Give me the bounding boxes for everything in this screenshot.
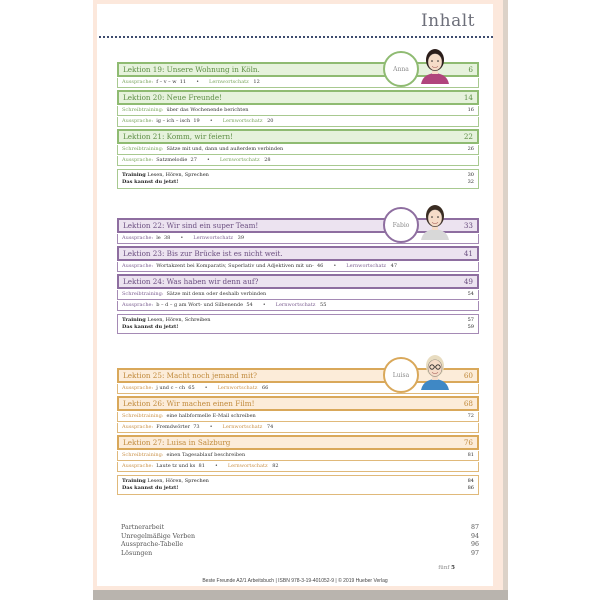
subentry-label: Aussprache: (122, 118, 154, 124)
bullet-separator: • (196, 79, 200, 85)
vocab-page: 12 (253, 79, 260, 85)
vocab-label: Lernwortschatz (222, 118, 263, 124)
bullet-separator: • (209, 424, 213, 430)
lesson-page: 14 (463, 93, 473, 102)
subentry-text: Sätze mit und, dann und außerdem verbinden (166, 146, 284, 152)
lesson-subentry[interactable] (117, 262, 479, 272)
training-page: 84 (467, 478, 474, 484)
lesson-subentry[interactable] (117, 301, 479, 311)
lesson-heading[interactable] (117, 246, 479, 261)
appendix-item[interactable]: Partnerarbeit 87 (121, 524, 479, 531)
training-label: Training (122, 317, 146, 323)
training-label: Training (122, 478, 146, 484)
subentry-page: 73 (193, 424, 200, 430)
dotted-divider (99, 36, 493, 38)
vocab-page: 28 (264, 157, 271, 163)
lesson-page: 6 (468, 65, 473, 74)
lesson-title: Lektion 24: Was haben wir denn auf? (123, 277, 259, 286)
subentry-label: Schreibtraining: (122, 413, 164, 419)
subentry-page: 54 (246, 302, 253, 308)
check-label: Das kannst du jetzt! (122, 485, 179, 491)
subentry-label: Aussprache: (122, 424, 154, 430)
subentry-text: Laute tz und ks (156, 463, 196, 469)
check-page: 32 (467, 179, 474, 185)
lesson-title: Lektion 26: Wir machen einen Film! (123, 399, 255, 408)
bullet-separator: • (209, 118, 213, 124)
bullet-separator: • (206, 157, 210, 163)
subentry-page: 19 (193, 118, 200, 124)
subentry-text: le (156, 235, 161, 241)
lesson-heading[interactable] (117, 129, 479, 144)
check-label: Das kannst du jetzt! (122, 179, 179, 185)
subentry-label: Aussprache: (122, 302, 154, 308)
vocab-label: Lernwortschatz (227, 463, 268, 469)
vocab-label: Lernwortschatz (222, 424, 263, 430)
vocab-label: Lernwortschatz (193, 235, 234, 241)
training-page: 30 (467, 172, 474, 178)
subentry-label: Schreibtraining: (122, 452, 164, 458)
lesson-heading[interactable] (117, 396, 479, 411)
lesson-title: Lektion 25: Macht noch jemand mit? (123, 371, 257, 380)
lesson-title: Lektion 19: Unsere Wohnung in Köln. (123, 65, 260, 74)
bullet-separator: • (204, 385, 208, 391)
bullet-separator: • (214, 463, 218, 469)
lesson-title: Lektion 22: Wir sind ein super Team! (123, 221, 259, 230)
subentry-text: ig – ich – isch (156, 118, 191, 124)
subentry-page: 26 (467, 146, 474, 152)
subentry-page: 81 (198, 463, 205, 469)
bullet-separator: • (333, 263, 337, 269)
subentry-label: Aussprache: (122, 463, 154, 469)
training-text: Lesen, Hören, Schreiben (147, 317, 211, 323)
training-page: 57 (467, 317, 474, 323)
training-text: Lesen, Hören, Sprechen (147, 478, 209, 484)
lesson-page: 60 (463, 371, 473, 380)
vocab-page: 82 (272, 463, 279, 469)
lesson-subentry[interactable] (117, 462, 479, 472)
subentry-page: 46 (316, 263, 324, 269)
page-content (97, 4, 493, 586)
subentry-text: b – d – g am Wort- und Silbenende (156, 302, 244, 308)
character-name: Fabio (392, 221, 410, 229)
lesson-subentry[interactable] (117, 412, 479, 422)
lesson-subentry[interactable] (117, 106, 479, 116)
vocab-label: Lernwortschatz (219, 157, 260, 163)
subentry-text: einen Tagesablauf beschreiben (166, 452, 246, 458)
lesson-subentry[interactable] (117, 451, 479, 461)
page-title: Inhalt (420, 11, 475, 31)
vocab-page: 66 (261, 385, 269, 391)
lesson-heading[interactable] (117, 274, 479, 289)
subentry-text: j und c – ch (156, 385, 186, 391)
subentry-label: Aussprache: (122, 79, 154, 85)
lesson-title: Lektion 27: Luisa in Salzburg (123, 438, 231, 447)
lesson-subentry[interactable] (117, 423, 479, 433)
training-label: Training (122, 172, 146, 178)
lesson-page: 49 (463, 277, 473, 286)
subentry-text: über das Wochenende berichten (166, 107, 249, 113)
page-shadow-right (503, 0, 508, 592)
subentry-text: eine halbformelle E-Mail schreiben (166, 413, 256, 419)
training-text: Lesen, Hören, Sprechen (147, 172, 209, 178)
subentry-text: Satzmelodie (156, 157, 188, 163)
subentry-text: Fremdwörter (156, 424, 191, 430)
lesson-heading[interactable] (117, 435, 479, 450)
lesson-page: 68 (463, 399, 473, 408)
check-page: 59 (467, 324, 474, 330)
appendix-item[interactable]: Aussprache-Tabelle 96 (121, 541, 479, 548)
character-portrait-icon (415, 350, 455, 394)
training-box[interactable] (117, 169, 479, 189)
lesson-title: Lektion 21: Komm, wir feiern! (123, 132, 233, 141)
lesson-subentry[interactable] (117, 156, 479, 166)
subentry-label: Aussprache: (122, 157, 154, 163)
vocab-page: 55 (320, 302, 327, 308)
subentry-page: 65 (188, 385, 195, 391)
vocab-page: 20 (267, 118, 274, 124)
subentry-page: 72 (467, 413, 474, 419)
appendix-list (121, 524, 479, 558)
lesson-page: 41 (463, 249, 473, 258)
page-shadow-bottom (93, 590, 508, 600)
vocab-page: 74 (266, 424, 274, 430)
check-page: 86 (467, 485, 474, 491)
lesson-page: 33 (463, 221, 473, 230)
subentry-page: 11 (179, 79, 187, 85)
lesson-heading[interactable] (117, 90, 479, 105)
subentry-label: Aussprache: (122, 385, 154, 391)
vocab-label: Lernwortschatz (217, 385, 258, 391)
character-portrait-icon (415, 200, 455, 244)
vocab-label: Lernwortschatz (346, 263, 387, 269)
bullet-separator: • (262, 302, 266, 308)
character-portrait-icon (415, 44, 455, 88)
appendix-item[interactable]: Lösungen 97 (121, 549, 479, 557)
subentry-page: 54 (467, 291, 474, 297)
vocab-label: Lernwortschatz (209, 79, 249, 85)
subentry-label: Aussprache: (122, 263, 154, 269)
subentry-page: 81 (467, 452, 474, 458)
subentry-label: Schreibtraining: (122, 107, 164, 113)
lesson-page: 22 (463, 132, 473, 141)
vocab-label: Lernwortschatz (275, 302, 316, 308)
subentry-text: f – v – w (156, 79, 177, 85)
lesson-subentry[interactable] (117, 290, 479, 300)
subentry-label: Schreibtraining: (122, 146, 164, 152)
lesson-subentry[interactable] (117, 117, 479, 127)
lesson-page: 76 (463, 438, 473, 447)
subentry-page: 38 (163, 235, 171, 241)
page-number: fünf 5 (438, 565, 455, 571)
training-box[interactable] (117, 314, 479, 334)
vocab-page: 47 (390, 263, 398, 269)
character-name-badge (383, 357, 419, 393)
subentry-page: 27 (190, 157, 197, 163)
bullet-separator: • (180, 235, 184, 241)
vocab-page: 39 (237, 235, 245, 241)
lesson-title: Lektion 23: Bis zur Brücke ist es nicht weit. (123, 249, 283, 258)
character-name: Luisa (392, 371, 410, 379)
training-box[interactable] (117, 475, 479, 495)
subentry-text: Sätze mit denn oder deshalb verbinden (166, 291, 267, 297)
character-name-badge (383, 51, 419, 87)
subentry-label: Aussprache: (122, 235, 154, 241)
appendix-item[interactable]: Unregelmäßige Verben 94 (121, 532, 479, 540)
character-name: Anna (393, 65, 409, 73)
lesson-subentry[interactable] (117, 145, 479, 155)
book-page (93, 0, 503, 590)
check-label: Das kannst du jetzt! (122, 324, 179, 330)
footer-credit: Beste Freunde A2/1 Arbeitsbuch | ISBN 978-3-19-401052-9 | © 2019 Hueber Verlag (202, 578, 388, 584)
subentry-text: Wortakzent bei Komparativ, Superlativ und Adjektiven mit un- (156, 263, 314, 269)
subentry-page: 16 (467, 107, 474, 113)
character-name-badge (383, 207, 419, 243)
subentry-label: Schreibtraining: (122, 291, 164, 297)
lesson-title: Lektion 20: Neue Freunde! (123, 93, 223, 102)
